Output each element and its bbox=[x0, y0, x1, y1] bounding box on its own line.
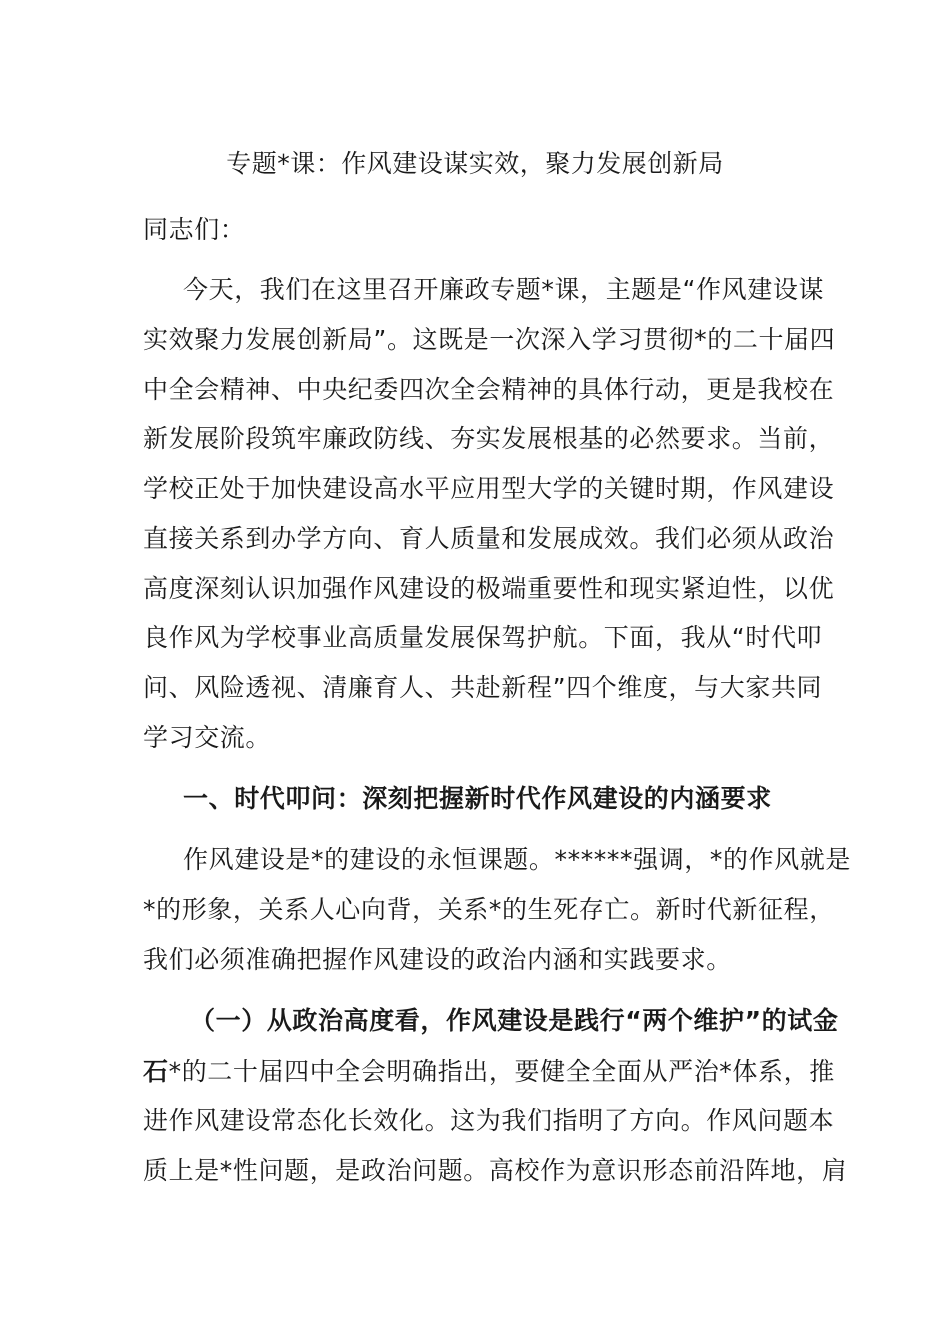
section-line: 我们必须准确把握作风建设的政治内涵和实践要求。 bbox=[143, 945, 732, 974]
subsection-heading-tail: 石 bbox=[143, 1057, 169, 1086]
subsection-line: 质上是*性问题，是政治问题。高校作为意识形态前沿阵地，肩 bbox=[143, 1156, 848, 1185]
section-heading: 一、时代叩问：深刻把握新时代作风建设的内涵要求 bbox=[183, 784, 772, 813]
subsection-text: *的二十届四中全会明确指出，要健全全面从严治*体系，推 bbox=[168, 1057, 835, 1086]
intro-line: 实效聚力发展创新局”。这既是一次深入学习贯彻*的二十届四 bbox=[143, 325, 836, 354]
intro-line: 高度深刻认识加强作风建设的极端重要性和现实紧迫性，以优 bbox=[143, 574, 835, 603]
intro-line: 新发展阶段筑牢廉政防线、夯实发展根基的必然要求。当前， bbox=[143, 424, 835, 453]
document-title: 专题*课：作风建设谋实效，聚力发展创新局 bbox=[226, 149, 724, 178]
intro-line: 学校正处于加快建设高水平应用型大学的关键时期，作风建设 bbox=[143, 474, 835, 503]
subsection-line: 进作风建设常态化长效化。这为我们指明了方向。作风问题本 bbox=[143, 1106, 835, 1135]
intro-line: 良作风为学校事业高质量发展保驾护航。下面，我从“时代叩 bbox=[143, 623, 823, 652]
section-line: *的形象，关系人心向背，关系*的生死存亡。新时代新征程， bbox=[143, 895, 835, 924]
intro-line: 今天，我们在这里召开廉政专题*课，主题是“作风建设谋 bbox=[183, 275, 825, 304]
intro-line: 问、风险透视、清廉育人、共赴新程”四个维度，与大家共同 bbox=[143, 673, 823, 702]
subsection-heading: （一）从政治高度看，作风建设是践行“两个维护”的试金 bbox=[190, 1006, 839, 1035]
section-line: 作风建设是*的建设的永恒课题。******强调，*的作风就是 bbox=[183, 845, 852, 874]
intro-line: 学习交流。 bbox=[143, 723, 272, 752]
intro-line: 中全会精神、中央纪委四次全会精神的具体行动，更是我校在 bbox=[143, 375, 835, 404]
salutation: 同志们： bbox=[143, 215, 246, 244]
intro-line: 直接关系到办学方向、育人质量和发展成效。我们必须从政治 bbox=[143, 524, 835, 553]
subsection-line bbox=[143, 1054, 835, 1090]
